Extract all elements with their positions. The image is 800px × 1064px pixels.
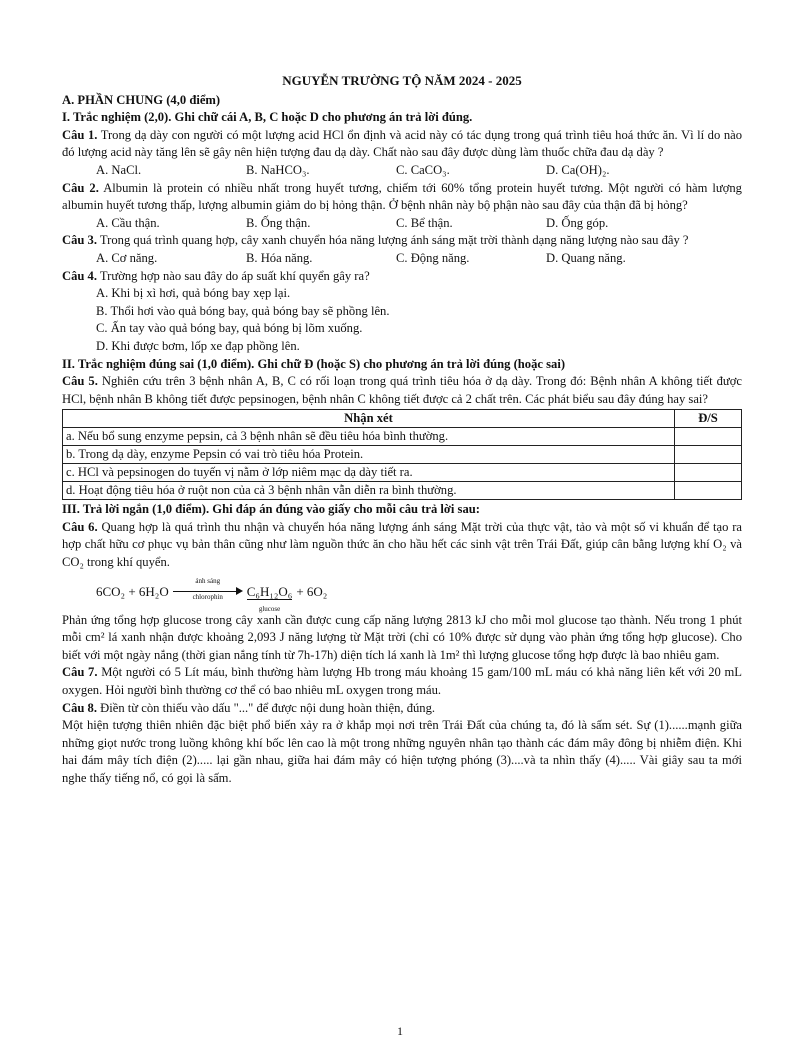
question-3-text: Trong quá trình quang hợp, cây xanh chuyển hóa năng lượng ánh sáng mặt trời thành dạng năng lượng nào sau đây ? bbox=[99, 233, 689, 248]
question-2-options bbox=[62, 215, 742, 233]
photosynthesis-equation bbox=[62, 572, 742, 612]
question-6 bbox=[62, 519, 742, 572]
question-4-options bbox=[62, 285, 742, 355]
option-a: A. Cầu thận. bbox=[96, 215, 160, 230]
question-5-text: Nghiên cứu trên 3 bệnh nhân A, B, C có rối loạn trong quá trình tiêu hóa ở dạ dày. Trong đó: Bệnh nhân A không tiết được HCl, bệnh nhân B không tiết được pepsinogen, bệnh nhân C không tiết được cả 2 chất trên. Các phát biểu sau đây đúng hay sai? bbox=[62, 374, 742, 406]
option-d: D. Quang năng. bbox=[546, 250, 626, 265]
table-row bbox=[63, 482, 742, 500]
answer-cell-b bbox=[675, 446, 742, 464]
question-2 bbox=[62, 180, 742, 215]
question-6-body: Phản ứng tổng hợp glucose trong cây xanh cần được cung cấp năng lượng 2813 kJ cho mỗi mol glucose tạo thành. Nếu trong 1 phút mỗi cm² lá xanh nhận được khoảng 2,093 J năng lượng từ Mặt trời (chỉ có 10% được sử dụng vào phản ứng tổng hợp glucose). Cho biết với một ngày nắng (thời gian nắng tính từ 7h-17h) diện tích lá xanh là 1m² thì lượng glucose tổng hợp được là bao nhiêu gam. bbox=[62, 612, 742, 662]
equation-byproduct: + 6O₂ bbox=[296, 583, 328, 599]
option-c: C. Bể thận. bbox=[396, 215, 453, 230]
answer-cell-d bbox=[675, 482, 742, 500]
question-4-text: Trường hợp nào sau đây do áp suất khí quyển gây ra? bbox=[99, 268, 370, 283]
true-false-table bbox=[62, 409, 742, 500]
table-row bbox=[63, 464, 742, 482]
question-4 bbox=[62, 268, 742, 286]
option-d: D. Ống góp. bbox=[546, 215, 609, 230]
option-b: B. Hóa năng. bbox=[246, 250, 313, 265]
page-number: 1 bbox=[397, 1024, 403, 1038]
section-a-heading: A. PHẦN CHUNG (4,0 điểm) bbox=[62, 92, 221, 107]
arrow-condition-top: ánh sáng bbox=[195, 576, 221, 585]
option-b: B. Thổi hơi vào quả bóng bay, quả bóng bay sẽ phồng lên. bbox=[96, 303, 390, 318]
exam-page bbox=[62, 72, 742, 788]
question-2-label: Câu 2. bbox=[62, 180, 99, 195]
statement-a: a. Nếu bổ sung enzyme pepsin, cả 3 bệnh nhân sẽ đều tiêu hóa bình thường. bbox=[63, 428, 675, 446]
option-c: C. CaCO₃. bbox=[396, 162, 450, 177]
question-7-text: Một người có 5 Lít máu, bình thường hàm lượng Hb trong máu khoảng 15 gam/100 mL máu có khả năng liên kết với 20 mL oxygen. Hỏi người bình thường cơ thể có bao nhiêu mL oxygen trong máu. bbox=[62, 665, 742, 698]
equation-reactants: 6CO₂ + 6H₂O bbox=[96, 583, 169, 599]
option-a: A. NaCl. bbox=[96, 162, 142, 177]
question-3-options bbox=[62, 250, 742, 268]
page-title: NGUYỄN TRƯỜNG TỘ NĂM 2024 - 2025 bbox=[282, 73, 522, 88]
question-6-text: Quang hợp là quá trình thu nhận và chuyển hóa năng lượng ánh sáng Mặt trời của thực vật, tảo và một số vi khuẩn để tạo ra hợp chất hữu cơ phục vụ bản thân cũng như làm nguồn thức ăn cho hầu hết các sinh vật trên Trái Đất, giúp cân bằng lượng khí O₂ và CO₂ trong khí quyển. bbox=[62, 519, 742, 570]
equation-product bbox=[246, 583, 293, 613]
statement-d: d. Hoạt động tiêu hóa ở ruột non của cả 3 bệnh nhân vẫn diễn ra bình thường. bbox=[63, 482, 675, 500]
arrow-condition-bottom: chlorophin bbox=[192, 592, 223, 601]
question-3 bbox=[62, 232, 742, 250]
question-7-label: Câu 7. bbox=[62, 665, 98, 680]
option-d: D. Ca(OH)₂. bbox=[546, 162, 610, 177]
question-1-text: Trong dạ dày con người có một lượng acid HCl ổn định và acid này có tác dụng trong quá trình tiêu hoá thức ăn. Vì lí do nào đó lượng acid này tăng lên sẽ gây nên hiện tượng đau dạ dày. Chất nào sau đây được dùng làm thuốc chữa đau dạ dày ? bbox=[62, 127, 742, 160]
option-a: A. Khi bị xì hơi, quả bóng bay xẹp lại. bbox=[96, 286, 291, 301]
option-a: A. Cơ năng. bbox=[96, 250, 158, 265]
reaction-arrow-icon bbox=[173, 577, 243, 607]
glucose-formula: C₆H₁₂O₆ bbox=[246, 583, 293, 599]
question-3-label: Câu 3. bbox=[62, 233, 97, 248]
table-row bbox=[63, 428, 742, 446]
question-4-label: Câu 4. bbox=[62, 268, 97, 283]
statement-c: c. HCl và pepsinogen do tuyến vị nằm ở lớp niêm mạc dạ dày tiết ra. bbox=[63, 464, 675, 482]
column-header-statement: Nhận xét bbox=[63, 410, 675, 428]
question-6-label: Câu 6. bbox=[62, 519, 98, 534]
option-b: B. NaHCO₃. bbox=[246, 162, 310, 177]
question-5-label: Câu 5. bbox=[62, 374, 98, 389]
option-d: D. Khi được bơm, lốp xe đạp phồng lên. bbox=[96, 338, 300, 353]
statement-b: b. Trong dạ dày, enzyme Pepsin có vai trò tiêu hóa Protein. bbox=[63, 446, 675, 464]
option-c: C. Ấn tay vào quả bóng bay, quả bóng bị lõm xuống. bbox=[96, 321, 363, 336]
question-2-text: Albumin là protein có nhiều nhất trong huyết tương, chiếm tới 60% tổng protein huyết tương. Một người có hàm lượng albumin huyết tương thấp, lượng albumin giảm do bị hỏng thận. Ở bệnh nhân này bộ phận nào sau đây của thận đã bị hỏng? bbox=[62, 180, 742, 213]
question-8 bbox=[62, 700, 742, 718]
part1-heading: I. Trắc nghiệm (2,0). Ghi chữ cái A, B, C hoặc D cho phương án trả lời đúng. bbox=[62, 110, 473, 125]
question-7 bbox=[62, 664, 742, 699]
part3-heading: III. Trả lời ngắn (1,0 điểm). Ghi đáp án đúng vào giấy cho mỗi câu trả lời sau: bbox=[62, 502, 480, 517]
question-8-text: Điền từ còn thiếu vào dấu "..." để được nội dung hoàn thiện, đúng. bbox=[100, 700, 436, 715]
answer-cell-c bbox=[675, 464, 742, 482]
question-1 bbox=[62, 127, 742, 162]
column-header-answer: Đ/S bbox=[675, 410, 742, 428]
question-8-label: Câu 8. bbox=[62, 700, 97, 715]
question-8-body: Một hiện tượng thiên nhiên đặc biệt phổ biến xảy ra ở khắp mọi nơi trên Trái Đất của chúng ta, đó là sấm sét. Sự (1)......mạnh giữa những giọt nước trong luồng không khí bốc lên cao là một trong những nguyên nhân tạo thành các đám mây đông bị nhiễm điện. Khi hai đám mây tích điện (2)..... lại gần nhau, giữa hai đám mây có hiện tượng phóng (3)....và ta nhìn thấy (4)..... Vài giây sau ta mới nghe thấy tiếng nổ, có gọi là sấm. bbox=[62, 718, 742, 785]
question-5 bbox=[62, 373, 742, 408]
part2-heading: II. Trắc nghiệm đúng sai (1,0 điểm). Ghi chữ Đ (hoặc S) cho phương án trả lời đúng (hoặc sai) bbox=[62, 356, 566, 371]
glucose-label: glucose bbox=[258, 604, 281, 613]
option-b: B. Ống thận. bbox=[246, 215, 311, 230]
answer-cell-a bbox=[675, 428, 742, 446]
table-row bbox=[63, 446, 742, 464]
table-header-row bbox=[63, 410, 742, 428]
option-c: C. Động năng. bbox=[396, 250, 470, 265]
question-1-label: Câu 1. bbox=[62, 127, 98, 142]
question-1-options bbox=[62, 162, 742, 180]
